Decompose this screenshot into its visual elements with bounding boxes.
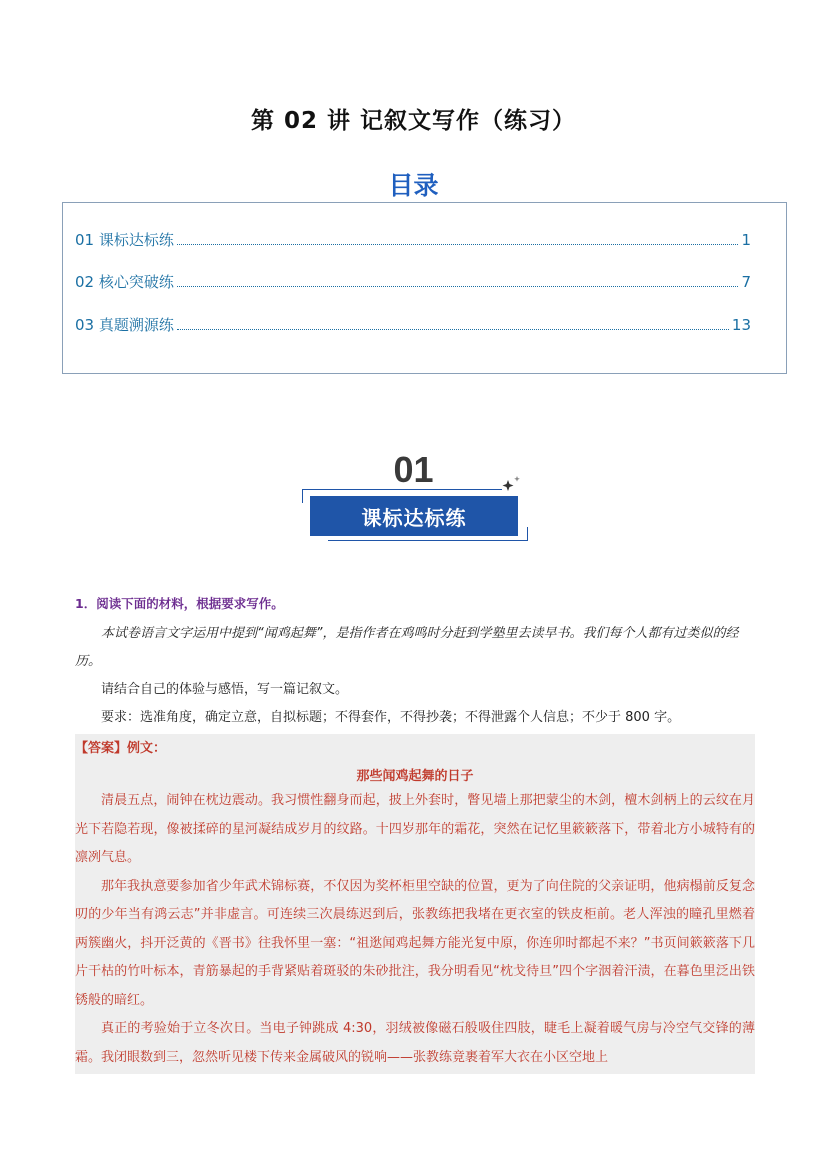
- toc-leader-dots: [177, 243, 739, 245]
- toc-leader-dots: [177, 285, 739, 287]
- toc-entry-label: 01 课标达标练: [75, 231, 174, 249]
- question-heading: 1．阅读下面的材料，根据要求写作。: [75, 596, 284, 611]
- essay-paragraph: 那年我执意要参加省少年武术锦标赛，不仅因为奖杯柜里空缺的位置，更为了向住院的父亲证明，他病榻前反复念叨的少年当有鸿云志”并非虚言。可连续三次晨练迟到后，张教练把我堵在更衣室的铁皮柜前。老人浑浊的瞳孔里燃着两簇幽火，抖开泛黄的《晋书》往我怀里一塞：“祖逖闻鸡起舞方能光复中原，你连卯时都起不来？”书页间簌簌落下几片干枯的竹叶标本，青筋暴起的手背紧贴着斑驳的朱砂批注，我分明看见“枕戈待旦”四个字洇着汗渍，在暮色里泛出铁锈般的暗红。: [75, 878, 755, 1008]
- essay-paragraph: 真正的考验始于立冬次日。当电子钟跳成 4:30，羽绒被像磁石般吸住四肢，睫毛上凝着暖气房与冷空气交锋的薄霜。我闭眼数到三，忽然听见楼下传来金属破风的锐响——张教练竟裹着军大衣在小区空地上: [75, 1021, 755, 1065]
- toc-entry-1[interactable]: [75, 229, 751, 251]
- toc-entry-label: 03 真题溯源练: [75, 316, 174, 334]
- sparkle-icon: [500, 474, 524, 494]
- document-title: 第 02 讲 记叙文写作（练习）: [250, 108, 577, 134]
- toc-entry-2[interactable]: [75, 271, 751, 293]
- toc-entry-page: 1: [741, 231, 751, 249]
- toc-entry-page: 13: [731, 316, 751, 334]
- essay-paragraph: 清晨五点，闹钟在枕边震动。我习惯性翻身而起，披上外套时，瞥见墙上那把蒙尘的木剑，檀木剑柄上的云纹在月光下若隐若现，像被揉碎的星河凝结成岁月的纹路。十四岁那年的霜花，突然在记忆里簌簌落下，带着北方小城特有的凛冽气息。: [75, 793, 755, 865]
- toc-heading: 目录: [388, 171, 439, 200]
- toc-entry-page: 7: [741, 273, 751, 291]
- question-requirement: 要求：选准角度，确定立意，自拟标题；不得套作，不得抄袭；不得泄露个人信息；不少于 800 字。: [101, 710, 681, 725]
- toc-leader-dots: [177, 328, 729, 330]
- answer-label: 【答案】例文：: [75, 741, 167, 756]
- essay-title: 那些闻鸡起舞的日子: [356, 769, 474, 784]
- section-number: 01: [393, 449, 434, 490]
- toc-entry-3[interactable]: [75, 314, 751, 336]
- essay-body: [75, 787, 755, 1072]
- question-material: 本试卷语言文字运用中提到“闻鸡起舞”，是指作者在鸡鸣时分赶到学塾里去读早书。我们每个人都有过类似的经历。: [75, 626, 739, 669]
- toc-entry-label: 02 核心突破练: [75, 273, 174, 291]
- section-banner: 课标达标练: [310, 496, 518, 536]
- question-instruction: 请结合自己的体验与感悟，写一篇记叙文。: [101, 682, 349, 697]
